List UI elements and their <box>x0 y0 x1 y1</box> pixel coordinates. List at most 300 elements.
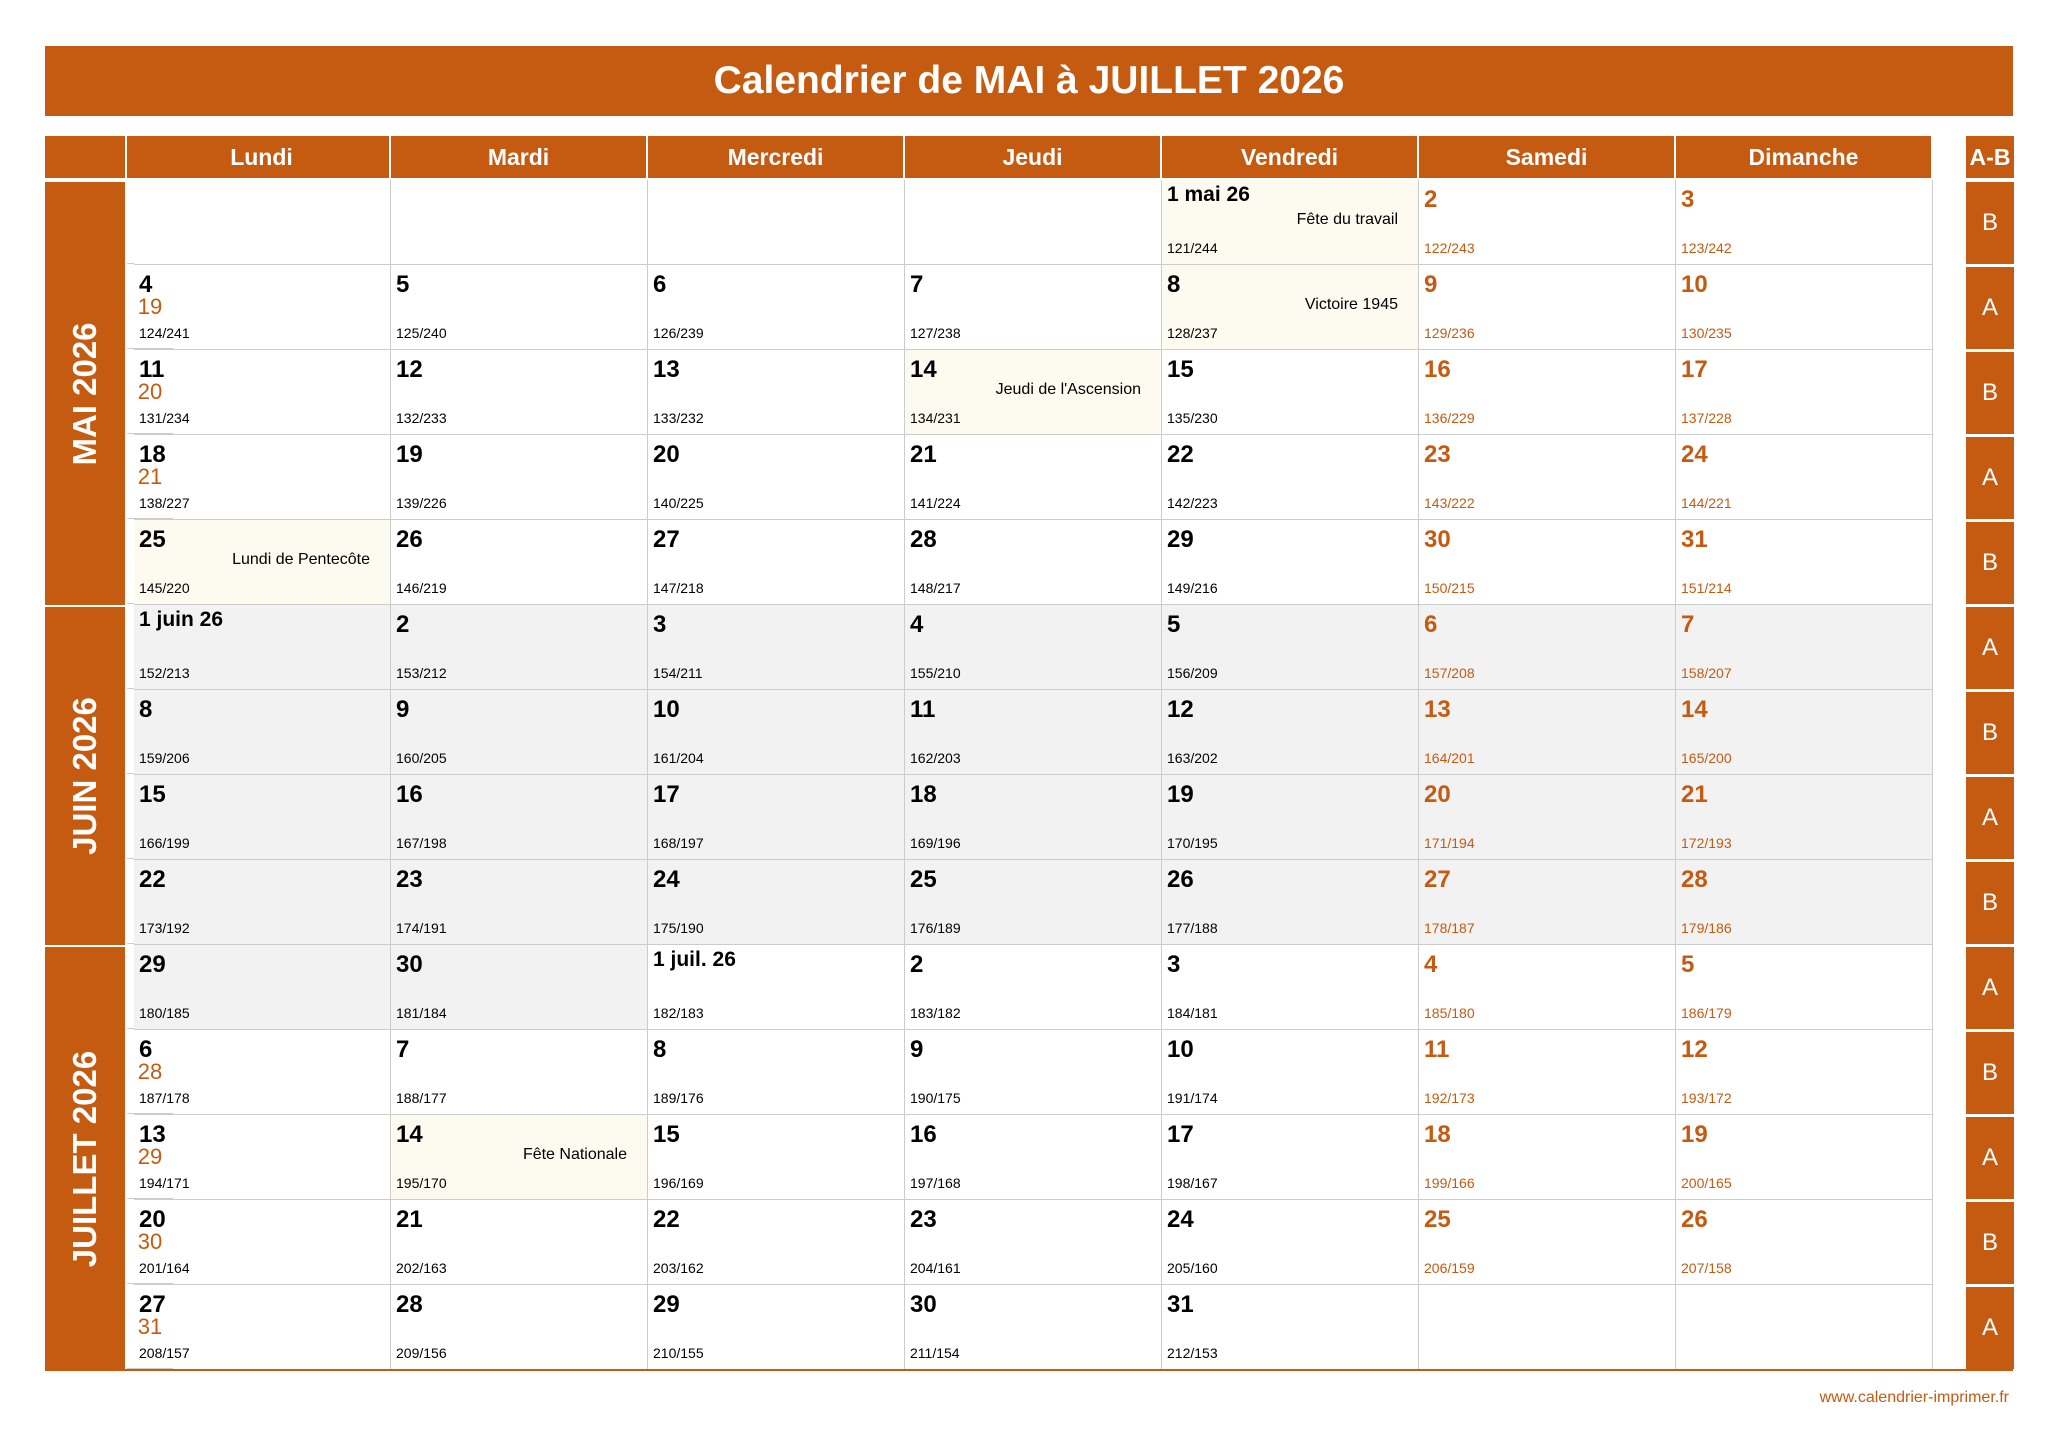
day-number: 18 <box>1424 1121 1451 1148</box>
day-count: 125/240 <box>396 325 447 341</box>
day-cell[interactable] <box>1676 265 1933 350</box>
day-number: 4 <box>1424 951 1438 978</box>
day-cell[interactable] <box>1162 435 1419 520</box>
day-count: 161/204 <box>653 750 704 766</box>
day-count: 141/224 <box>910 495 961 511</box>
day-number: 1 mai 26 <box>1167 183 1250 206</box>
header-day-1: Lundi <box>134 136 389 178</box>
day-count: 122/243 <box>1424 240 1475 256</box>
day-count: 177/188 <box>1167 920 1218 936</box>
day-cell[interactable] <box>1419 690 1676 775</box>
day-cell[interactable] <box>1162 1030 1419 1115</box>
day-cell[interactable] <box>1676 435 1933 520</box>
day-count: 165/200 <box>1681 750 1732 766</box>
day-count: 207/158 <box>1681 1260 1732 1276</box>
day-count: 147/218 <box>653 580 704 596</box>
day-cell[interactable] <box>1419 180 1676 265</box>
day-number: 2 <box>1424 186 1438 213</box>
day-number: 1 juil. 26 <box>653 948 736 971</box>
day-cell[interactable] <box>134 1030 391 1115</box>
header-ab: A-B <box>1966 136 2014 178</box>
day-number: 2 <box>396 611 410 638</box>
header-day-5: Vendredi <box>1162 136 1417 178</box>
header-day-7: Dimanche <box>1676 136 1931 178</box>
day-count: 142/223 <box>1167 495 1218 511</box>
ab-week-label: A <box>1966 945 2014 1029</box>
day-cell[interactable] <box>1162 180 1419 265</box>
day-count: 140/225 <box>653 495 704 511</box>
day-cell[interactable] <box>391 1285 648 1370</box>
day-number: 16 <box>910 1121 937 1148</box>
day-cell[interactable] <box>1676 1030 1933 1115</box>
day-cell[interactable] <box>1419 265 1676 350</box>
day-count: 210/155 <box>653 1345 704 1361</box>
day-cell[interactable] <box>134 435 391 520</box>
day-number: 28 <box>1681 866 1708 893</box>
day-count: 156/209 <box>1167 665 1218 681</box>
day-count: 185/180 <box>1424 1005 1475 1021</box>
day-cell[interactable] <box>1676 350 1933 435</box>
day-count: 144/221 <box>1681 495 1732 511</box>
day-cell[interactable] <box>391 945 648 1030</box>
holiday-name: Fête du travail <box>1296 211 1398 228</box>
day-count: 186/179 <box>1681 1005 1732 1021</box>
day-cell[interactable] <box>648 860 905 945</box>
day-count: 124/241 <box>139 325 190 341</box>
empty-day-cell <box>1419 1285 1676 1370</box>
day-count: 158/207 <box>1681 665 1732 681</box>
day-count: 169/196 <box>910 835 961 851</box>
day-cell[interactable] <box>1162 690 1419 775</box>
day-cell[interactable] <box>905 435 1162 520</box>
day-number: 12 <box>1167 696 1194 723</box>
day-count: 134/231 <box>910 410 961 426</box>
day-count: 151/214 <box>1681 580 1732 596</box>
day-cell[interactable] <box>391 775 648 860</box>
day-number: 24 <box>653 866 680 893</box>
day-cell[interactable] <box>648 690 905 775</box>
day-count: 203/162 <box>653 1260 704 1276</box>
day-count: 188/177 <box>396 1090 447 1106</box>
day-cell[interactable] <box>1419 435 1676 520</box>
month-band <box>45 605 125 945</box>
week-number: 21 <box>127 435 173 519</box>
day-number: 8 <box>1167 271 1181 298</box>
day-number: 13 <box>1424 696 1451 723</box>
day-cell[interactable] <box>905 520 1162 605</box>
day-cell[interactable] <box>1676 180 1933 265</box>
day-number: 28 <box>910 526 937 553</box>
day-cell[interactable] <box>1162 1115 1419 1200</box>
day-number: 21 <box>1681 781 1708 808</box>
day-cell[interactable] <box>134 1200 391 1285</box>
ab-week-label: B <box>1966 860 2014 944</box>
day-cell[interactable] <box>134 1285 391 1370</box>
day-count: 195/170 <box>396 1175 447 1191</box>
day-cell[interactable] <box>1676 605 1933 690</box>
day-count: 172/193 <box>1681 835 1732 851</box>
footer-url[interactable]: www.calendrier-imprimer.fr <box>1819 1389 2009 1406</box>
day-number: 11 <box>1424 1036 1450 1063</box>
day-cell[interactable] <box>1419 945 1676 1030</box>
day-number: 24 <box>1167 1206 1194 1233</box>
empty-day-cell <box>648 180 905 265</box>
day-count: 137/228 <box>1681 410 1732 426</box>
empty-day-cell <box>1676 1285 1933 1370</box>
day-cell[interactable] <box>1162 1285 1419 1370</box>
day-cell[interactable] <box>648 1200 905 1285</box>
day-number: 18 <box>139 441 166 468</box>
day-cell[interactable] <box>391 1115 648 1200</box>
day-cell[interactable] <box>1676 945 1933 1030</box>
day-cell[interactable] <box>905 1115 1162 1200</box>
day-cell[interactable] <box>134 350 391 435</box>
day-count: 187/178 <box>139 1090 190 1106</box>
week-number: 28 <box>127 1030 173 1114</box>
day-count: 179/186 <box>1681 920 1732 936</box>
day-cell[interactable] <box>905 860 1162 945</box>
day-number: 30 <box>910 1291 937 1318</box>
day-count: 181/184 <box>396 1005 447 1021</box>
day-number: 17 <box>1681 356 1708 383</box>
day-number: 16 <box>1424 356 1451 383</box>
day-count: 208/157 <box>139 1345 190 1361</box>
day-count: 212/153 <box>1167 1345 1218 1361</box>
day-count: 131/234 <box>139 410 190 426</box>
day-count: 190/175 <box>910 1090 961 1106</box>
day-number: 1 juin 26 <box>139 608 224 631</box>
day-number: 11 <box>139 356 165 383</box>
day-cell[interactable] <box>391 1030 648 1115</box>
day-cell[interactable] <box>648 1115 905 1200</box>
day-cell[interactable] <box>1419 605 1676 690</box>
day-number: 26 <box>1167 866 1194 893</box>
day-number: 18 <box>910 781 937 808</box>
ab-week-label: A <box>1966 435 2014 519</box>
day-count: 180/185 <box>139 1005 190 1021</box>
ab-week-label: B <box>1966 520 2014 604</box>
day-number: 7 <box>1681 611 1695 638</box>
ab-week-label: A <box>1966 265 2014 349</box>
day-count: 173/192 <box>139 920 190 936</box>
day-count: 143/222 <box>1424 495 1475 511</box>
ab-week-label: B <box>1966 690 2014 774</box>
day-cell[interactable] <box>1419 1030 1676 1115</box>
day-cell[interactable] <box>391 860 648 945</box>
day-count: 205/160 <box>1167 1260 1218 1276</box>
day-number: 22 <box>1167 441 1194 468</box>
day-cell[interactable] <box>905 265 1162 350</box>
day-count: 199/166 <box>1424 1175 1475 1191</box>
day-cell[interactable] <box>1419 860 1676 945</box>
day-count: 209/156 <box>396 1345 447 1361</box>
day-count: 184/181 <box>1167 1005 1218 1021</box>
day-count: 148/217 <box>910 580 961 596</box>
day-number: 7 <box>910 271 924 298</box>
day-number: 11 <box>910 696 936 723</box>
day-cell[interactable] <box>1676 860 1933 945</box>
week-number: 30 <box>127 1200 173 1284</box>
day-count: 193/172 <box>1681 1090 1732 1106</box>
day-count: 159/206 <box>139 750 190 766</box>
day-number: 9 <box>910 1036 924 1063</box>
day-number: 12 <box>396 356 423 383</box>
day-count: 152/213 <box>139 665 190 681</box>
empty-day-cell <box>134 180 391 265</box>
day-number: 8 <box>139 696 153 723</box>
day-cell[interactable] <box>648 605 905 690</box>
day-cell[interactable] <box>1162 1200 1419 1285</box>
day-cell[interactable] <box>391 605 648 690</box>
day-cell[interactable] <box>134 520 391 605</box>
month-label: MAI 2026 <box>66 321 103 466</box>
day-cell[interactable] <box>1162 605 1419 690</box>
day-count: 150/215 <box>1424 580 1475 596</box>
day-cell[interactable] <box>1162 945 1419 1030</box>
day-number: 6 <box>1424 611 1438 638</box>
day-count: 191/174 <box>1167 1090 1218 1106</box>
day-cell[interactable] <box>648 265 905 350</box>
day-count: 133/232 <box>653 410 704 426</box>
day-cell[interactable] <box>648 350 905 435</box>
day-cell[interactable] <box>1419 350 1676 435</box>
day-cell[interactable] <box>905 350 1162 435</box>
day-cell[interactable] <box>391 690 648 775</box>
day-number: 9 <box>396 696 410 723</box>
day-cell[interactable] <box>1162 350 1419 435</box>
ab-week-label: B <box>1966 1200 2014 1284</box>
day-count: 164/201 <box>1424 750 1475 766</box>
day-cell[interactable] <box>1162 520 1419 605</box>
day-cell[interactable] <box>1162 265 1419 350</box>
day-number: 23 <box>1424 441 1451 468</box>
day-cell[interactable] <box>905 1200 1162 1285</box>
header-month-corner <box>45 136 125 178</box>
day-count: 201/164 <box>139 1260 190 1276</box>
week-number: 20 <box>127 350 173 434</box>
day-number: 23 <box>910 1206 937 1233</box>
day-cell[interactable] <box>1162 860 1419 945</box>
month-band <box>45 945 125 1370</box>
day-cell[interactable] <box>1419 520 1676 605</box>
day-count: 166/199 <box>139 835 190 851</box>
day-number: 5 <box>1681 951 1695 978</box>
day-count: 176/189 <box>910 920 961 936</box>
day-number: 14 <box>396 1121 423 1148</box>
day-cell[interactable] <box>391 435 648 520</box>
day-cell[interactable] <box>648 1030 905 1115</box>
day-number: 3 <box>653 611 667 638</box>
day-number: 22 <box>653 1206 680 1233</box>
day-count: 174/191 <box>396 920 447 936</box>
day-cell[interactable] <box>391 265 648 350</box>
day-number: 25 <box>1424 1206 1451 1233</box>
day-number: 8 <box>653 1036 667 1063</box>
day-number: 13 <box>653 356 680 383</box>
day-cell[interactable] <box>134 690 391 775</box>
day-count: 128/237 <box>1167 325 1218 341</box>
month-label: JUILLET 2026 <box>66 1050 103 1267</box>
day-number: 26 <box>396 526 423 553</box>
day-count: 206/159 <box>1424 1260 1475 1276</box>
day-cell[interactable] <box>648 1285 905 1370</box>
day-cell[interactable] <box>1676 690 1933 775</box>
day-count: 138/227 <box>139 495 190 511</box>
day-count: 153/212 <box>396 665 447 681</box>
day-cell[interactable] <box>1419 775 1676 860</box>
day-cell[interactable] <box>905 945 1162 1030</box>
day-cell[interactable] <box>905 1285 1162 1370</box>
day-number: 5 <box>1167 611 1181 638</box>
day-cell[interactable] <box>1676 1200 1933 1285</box>
holiday-name: Lundi de Pentecôte <box>232 551 370 568</box>
day-number: 25 <box>910 866 937 893</box>
day-cell[interactable] <box>905 775 1162 860</box>
day-number: 27 <box>139 1291 166 1318</box>
day-count: 183/182 <box>910 1005 961 1021</box>
day-cell[interactable] <box>905 690 1162 775</box>
month-band <box>45 180 125 605</box>
day-cell[interactable] <box>134 265 391 350</box>
day-cell[interactable] <box>1419 1200 1676 1285</box>
day-number: 27 <box>653 526 680 553</box>
month-label: JUIN 2026 <box>66 697 103 855</box>
day-count: 167/198 <box>396 835 447 851</box>
ab-week-label: B <box>1966 350 2014 434</box>
day-number: 7 <box>396 1036 410 1063</box>
week-number: 31 <box>127 1285 173 1369</box>
day-number: 14 <box>910 356 937 383</box>
ab-week-label: B <box>1966 1030 2014 1114</box>
day-number: 6 <box>653 271 667 298</box>
day-cell[interactable] <box>648 945 905 1030</box>
holiday-name: Fête Nationale <box>522 1146 627 1163</box>
day-number: 20 <box>1424 781 1451 808</box>
day-count: 129/236 <box>1424 325 1475 341</box>
day-number: 16 <box>396 781 423 808</box>
day-number: 3 <box>1167 951 1181 978</box>
day-cell[interactable] <box>1676 775 1933 860</box>
header-day-6: Samedi <box>1419 136 1674 178</box>
day-cell[interactable] <box>134 775 391 860</box>
day-cell[interactable] <box>905 1030 1162 1115</box>
header-day-4: Jeudi <box>905 136 1160 178</box>
day-number: 3 <box>1681 186 1695 213</box>
day-count: 132/233 <box>396 410 447 426</box>
day-number: 4 <box>910 611 924 638</box>
day-cell[interactable] <box>134 860 391 945</box>
ab-week-label: A <box>1966 1115 2014 1199</box>
week-number: 19 <box>127 265 173 349</box>
day-number: 17 <box>653 781 680 808</box>
day-number: 22 <box>139 866 166 893</box>
day-count: 162/203 <box>910 750 961 766</box>
day-count: 135/230 <box>1167 410 1218 426</box>
day-count: 171/194 <box>1424 835 1475 851</box>
bottom-divider <box>45 1369 2013 1371</box>
day-number: 24 <box>1681 441 1708 468</box>
day-cell[interactable] <box>1419 1115 1676 1200</box>
day-number: 10 <box>1167 1036 1194 1063</box>
day-count: 197/168 <box>910 1175 961 1191</box>
day-number: 30 <box>396 951 423 978</box>
day-count: 157/208 <box>1424 665 1475 681</box>
day-cell[interactable] <box>648 435 905 520</box>
day-number: 9 <box>1424 271 1438 298</box>
day-count: 182/183 <box>653 1005 704 1021</box>
day-number: 15 <box>653 1121 680 1148</box>
header-day-2: Mardi <box>391 136 646 178</box>
day-count: 168/197 <box>653 835 704 851</box>
day-cell[interactable] <box>391 520 648 605</box>
week-number: 29 <box>127 1115 173 1199</box>
day-number: 13 <box>139 1121 166 1148</box>
holiday-name: Jeudi de l'Ascension <box>995 381 1141 398</box>
header-day-3: Mercredi <box>648 136 903 178</box>
day-number: 15 <box>1167 356 1194 383</box>
day-number: 5 <box>396 271 410 298</box>
day-number: 21 <box>910 441 937 468</box>
day-count: 154/211 <box>653 665 703 681</box>
ab-week-label: A <box>1966 775 2014 859</box>
day-number: 10 <box>1681 271 1708 298</box>
day-number: 6 <box>139 1036 153 1063</box>
day-number: 28 <box>396 1291 423 1318</box>
day-cell[interactable] <box>391 350 648 435</box>
day-number: 15 <box>139 781 166 808</box>
day-number: 12 <box>1681 1036 1708 1063</box>
day-count: 136/229 <box>1424 410 1475 426</box>
day-cell[interactable] <box>648 520 905 605</box>
day-cell[interactable] <box>905 605 1162 690</box>
day-number: 19 <box>396 441 423 468</box>
day-cell[interactable] <box>1676 520 1933 605</box>
day-count: 170/195 <box>1167 835 1218 851</box>
day-count: 192/173 <box>1424 1090 1475 1106</box>
day-number: 29 <box>1167 526 1194 553</box>
day-number: 20 <box>139 1206 166 1233</box>
day-number: 21 <box>396 1206 423 1233</box>
day-count: 178/187 <box>1424 920 1475 936</box>
calendar-grid <box>45 136 2013 1370</box>
day-number: 20 <box>653 441 680 468</box>
day-number: 23 <box>396 866 423 893</box>
holiday-name: Victoire 1945 <box>1304 296 1398 313</box>
day-cell[interactable] <box>134 1115 391 1200</box>
day-cell[interactable] <box>391 1200 648 1285</box>
day-cell[interactable] <box>1676 1115 1933 1200</box>
day-count: 160/205 <box>396 750 447 766</box>
empty-day-cell <box>905 180 1162 265</box>
ab-week-label: A <box>1966 1285 2014 1369</box>
day-count: 200/165 <box>1681 1175 1732 1191</box>
ab-week-label: A <box>1966 605 2014 689</box>
day-cell[interactable] <box>134 605 391 690</box>
day-cell[interactable] <box>1162 775 1419 860</box>
day-count: 146/219 <box>396 580 447 596</box>
day-count: 211/154 <box>910 1345 960 1361</box>
day-cell[interactable] <box>134 945 391 1030</box>
day-number: 27 <box>1424 866 1451 893</box>
day-number: 31 <box>1681 526 1708 553</box>
day-number: 14 <box>1681 696 1708 723</box>
day-count: 194/171 <box>139 1175 190 1191</box>
day-cell[interactable] <box>648 775 905 860</box>
day-count: 130/235 <box>1681 325 1732 341</box>
day-count: 196/169 <box>653 1175 704 1191</box>
day-number: 29 <box>139 951 166 978</box>
empty-day-cell <box>391 180 648 265</box>
